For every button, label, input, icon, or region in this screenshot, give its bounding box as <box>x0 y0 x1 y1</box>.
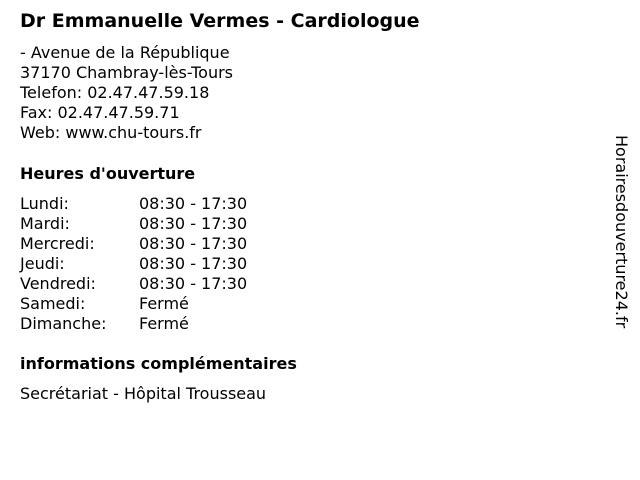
day-label: Samedi: <box>20 294 86 313</box>
time-value: 08:30 - 17:30 <box>139 274 248 293</box>
time-value: 08:30 - 17:30 <box>139 214 248 233</box>
street-address: - Avenue de la République <box>20 43 230 62</box>
time-value: Fermé <box>139 314 189 333</box>
watermark: Horairesdouverture24.fr <box>612 135 631 329</box>
hours-heading: Heures d'ouverture <box>20 164 196 183</box>
time-value: 08:30 - 17:30 <box>139 234 248 253</box>
page-title: Dr Emmanuelle Vermes - Cardiologue <box>20 10 420 32</box>
city-address: 37170 Chambray-lès-Tours <box>20 63 234 82</box>
hours-row-wednesday <box>20 234 247 254</box>
hours-row-sunday <box>20 314 247 334</box>
day-label: Vendredi: <box>20 274 96 293</box>
address-block <box>20 43 233 143</box>
day-label: Mercredi: <box>20 234 95 253</box>
hours-row-friday <box>20 274 247 294</box>
time-value: 08:30 - 17:30 <box>139 194 248 213</box>
hours-row-monday <box>20 194 247 214</box>
time-value: Fermé <box>139 294 189 313</box>
fax-number: Fax: 02.47.47.59.71 <box>20 103 180 122</box>
info-heading: informations complémentaires <box>20 354 297 373</box>
day-label: Jeudi: <box>20 254 65 273</box>
website: Web: www.chu-tours.fr <box>20 123 202 142</box>
hours-row-tuesday <box>20 214 247 234</box>
hours-row-thursday <box>20 254 247 274</box>
time-value: 08:30 - 17:30 <box>139 254 248 273</box>
opening-hours-list <box>20 194 247 334</box>
day-label: Mardi: <box>20 214 70 233</box>
day-label: Dimanche: <box>20 314 107 333</box>
hours-row-saturday <box>20 294 247 314</box>
info-text: Secrétariat - Hôpital Trousseau <box>20 384 267 403</box>
day-label: Lundi: <box>20 194 69 213</box>
phone-number: Telefon: 02.47.47.59.18 <box>20 83 210 102</box>
